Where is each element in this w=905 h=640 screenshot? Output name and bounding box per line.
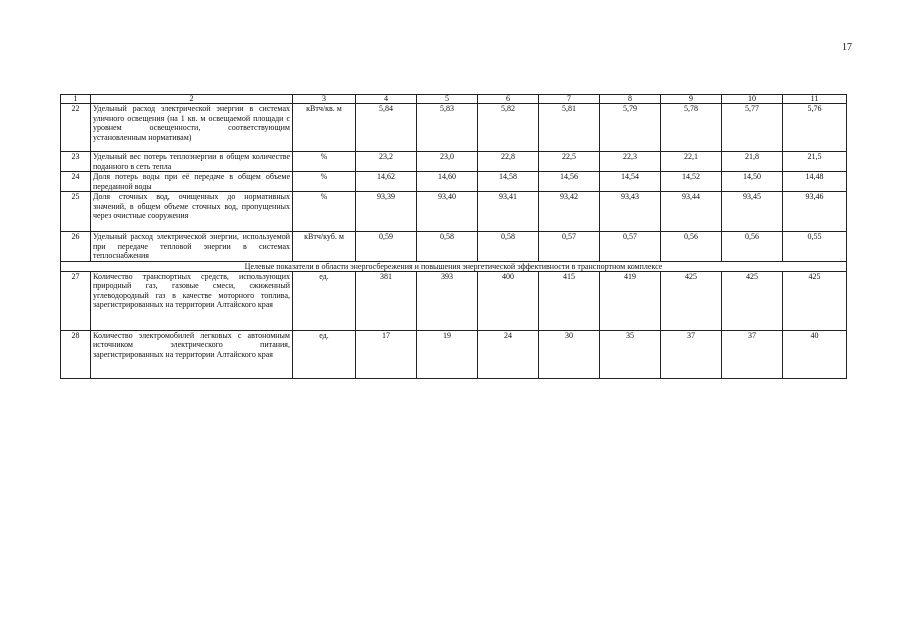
value-cell: 425 [722,271,783,330]
value-cell: 93,46 [783,192,847,232]
indicator-description: Количество транспортных средств, использующих природный газ, газовые смеси, сжиженный углеводородный газ в качестве моторного топлива, зарегистрированных на территории Алтайского края [91,271,293,330]
value-cell: 14,52 [661,172,722,192]
unit-of-measure: кВтч/куб. м [293,232,356,262]
table-row [61,330,847,378]
value-cell: 93,43 [600,192,661,232]
column-header: 8 [600,95,661,104]
row-number: 22 [61,104,91,152]
column-header: 6 [478,95,539,104]
column-header: 1 [61,95,91,104]
column-header: 7 [539,95,600,104]
row-number: 23 [61,152,91,172]
table-row [61,152,847,172]
value-cell: 37 [722,330,783,378]
value-cell: 40 [783,330,847,378]
value-cell: 5,83 [417,104,478,152]
value-cell: 14,60 [417,172,478,192]
column-header: 9 [661,95,722,104]
value-cell: 93,45 [722,192,783,232]
value-cell: 0,59 [356,232,417,262]
table-row [61,104,847,152]
row-number: 27 [61,271,91,330]
unit-of-measure: % [293,172,356,192]
table-row [61,271,847,330]
value-cell: 393 [417,271,478,330]
value-cell: 93,42 [539,192,600,232]
unit-of-measure: % [293,192,356,232]
value-cell: 23,2 [356,152,417,172]
value-cell: 14,62 [356,172,417,192]
value-cell: 19 [417,330,478,378]
value-cell: 415 [539,271,600,330]
indicator-description: Удельный расход электрической энергии, используемой при передаче тепловой энергии в системах теплоснабжения [91,232,293,262]
value-cell: 23,0 [417,152,478,172]
value-cell: 37 [661,330,722,378]
indicator-description: Удельный расход электрической энергии в системах уличного освещения (на 1 кв. м освещаемой площади с уровнем освещенности, соответствующим установленным нормативам) [91,104,293,152]
column-header: 4 [356,95,417,104]
unit-of-measure: ед. [293,330,356,378]
value-cell: 400 [478,271,539,330]
row-number: 25 [61,192,91,232]
value-cell: 5,81 [539,104,600,152]
section-title: Целевые показатели в области энергосбережения и повышения энергетической эффективности в транспортном комплексе [61,261,847,271]
unit-of-measure: кВтч/кв. м [293,104,356,152]
value-cell: 5,84 [356,104,417,152]
value-cell: 0,57 [600,232,661,262]
indicator-description: Количество электромобилей легковых с автономным источником электрического питания, зарегистрированных на территории Алтайского края [91,330,293,378]
unit-of-measure: % [293,152,356,172]
value-cell: 30 [539,330,600,378]
value-cell: 0,56 [722,232,783,262]
value-cell: 14,54 [600,172,661,192]
header-row [61,95,847,104]
value-cell: 0,58 [478,232,539,262]
value-cell: 21,5 [783,152,847,172]
column-header: 11 [783,95,847,104]
value-cell: 5,82 [478,104,539,152]
value-cell: 22,5 [539,152,600,172]
value-cell: 21,8 [722,152,783,172]
value-cell: 93,41 [478,192,539,232]
page-number: 17 [842,42,852,53]
value-cell: 0,57 [539,232,600,262]
value-cell: 14,56 [539,172,600,192]
value-cell: 93,44 [661,192,722,232]
value-cell: 14,58 [478,172,539,192]
column-header: 3 [293,95,356,104]
indicator-description: Доля сточных вод, очищенных до нормативных значений, в общем объеме сточных вод, пропущенных через очистные сооружения [91,192,293,232]
value-cell: 0,55 [783,232,847,262]
value-cell: 35 [600,330,661,378]
column-header: 10 [722,95,783,104]
table-row [61,172,847,192]
value-cell: 17 [356,330,417,378]
indicator-description: Удельный вес потерь теплоэнергии в общем количестве поданного в сеть тепла [91,152,293,172]
value-cell: 22,1 [661,152,722,172]
value-cell: 5,78 [661,104,722,152]
row-number: 26 [61,232,91,262]
value-cell: 0,58 [417,232,478,262]
value-cell: 22,8 [478,152,539,172]
row-number: 24 [61,172,91,192]
value-cell: 93,40 [417,192,478,232]
column-header: 5 [417,95,478,104]
indicator-description: Доля потерь воды при её передаче в общем объеме переданной воды [91,172,293,192]
row-number: 28 [61,330,91,378]
value-cell: 5,77 [722,104,783,152]
value-cell: 425 [783,271,847,330]
value-cell: 381 [356,271,417,330]
column-header: 2 [91,95,293,104]
table-row [61,192,847,232]
value-cell: 5,79 [600,104,661,152]
indicators-table [60,94,847,379]
value-cell: 425 [661,271,722,330]
value-cell: 5,76 [783,104,847,152]
unit-of-measure: ед. [293,271,356,330]
value-cell: 0,56 [661,232,722,262]
value-cell: 24 [478,330,539,378]
value-cell: 14,48 [783,172,847,192]
value-cell: 22,3 [600,152,661,172]
value-cell: 14,50 [722,172,783,192]
value-cell: 419 [600,271,661,330]
section-row [61,261,847,271]
value-cell: 93,39 [356,192,417,232]
table-row [61,232,847,262]
